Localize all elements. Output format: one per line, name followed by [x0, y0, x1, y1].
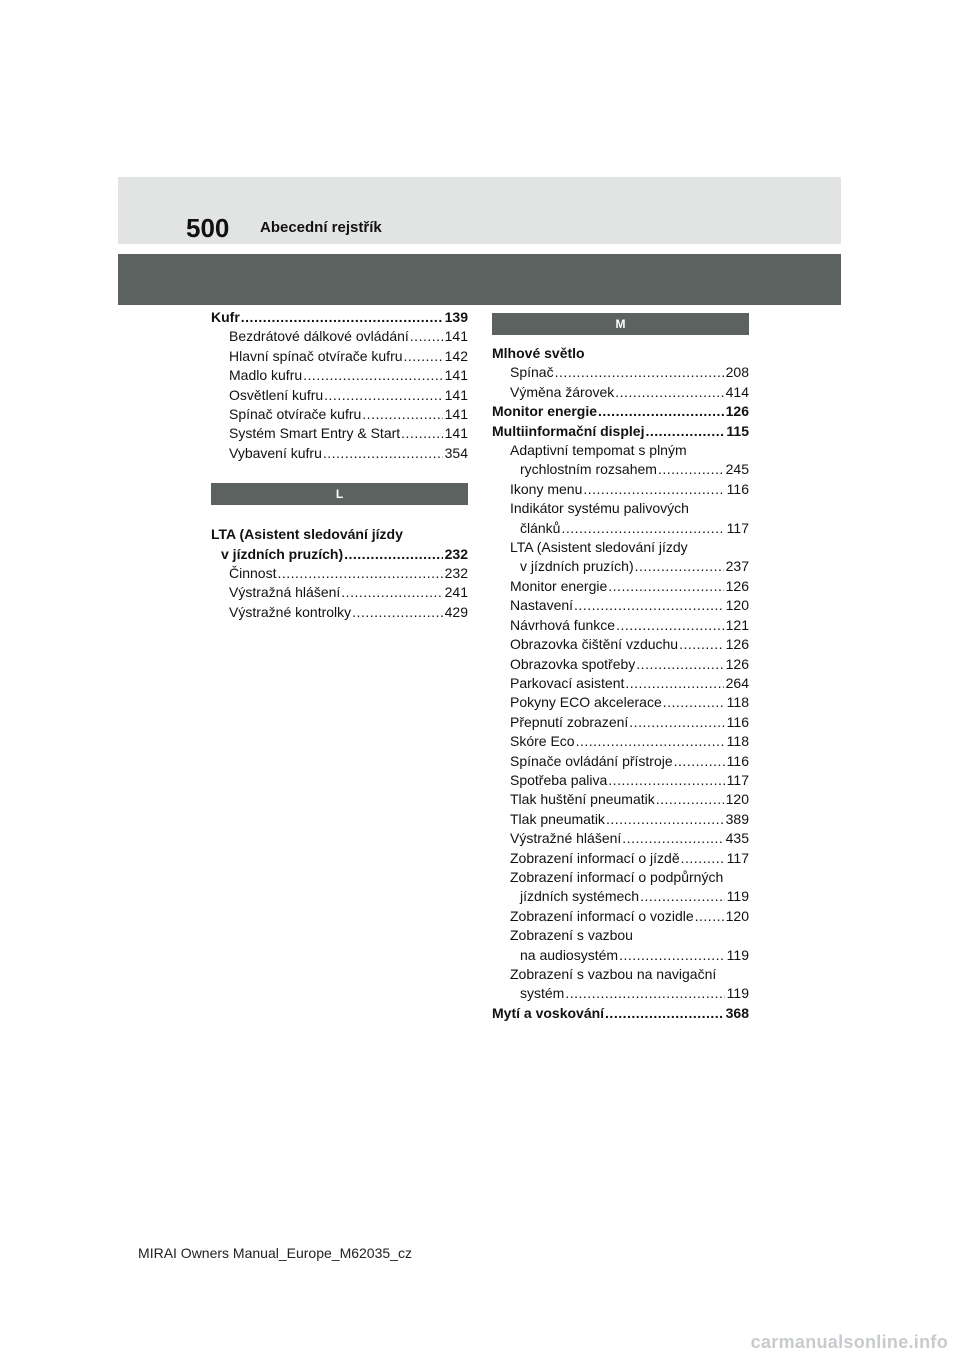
index-subentry[interactable]: Systém Smart Entry & Start ..... 141	[211, 424, 468, 443]
index-subentry[interactable]: rychlostním rozsahem ..... 245	[492, 460, 749, 479]
index-subentry[interactable]: Přepnutí zobrazení ..... 116	[492, 713, 749, 732]
index-subentry[interactable]: Činnost ..... 232	[211, 564, 468, 583]
index-subentry[interactable]: Nastavení ..... 120	[492, 596, 749, 615]
index-subentry[interactable]: Osvětlení kufru ..... 141	[211, 386, 468, 405]
index-subentry-line[interactable]: Adaptivní tempomat s plným	[510, 442, 687, 459]
index-entry[interactable]: Mytí a voskování ..... 368	[492, 1004, 749, 1023]
index-subentry[interactable]: v jízdních pruzích) ..... 237	[492, 557, 749, 576]
footer	[0, 1245, 960, 1261]
index-subentry[interactable]: Spínač otvírače kufru ..... 141	[211, 405, 468, 424]
index-entry[interactable]: v jízdních pruzích) ..... 232	[211, 545, 468, 564]
header-band	[118, 254, 841, 305]
index-entry[interactable]: Monitor energie ..... 126	[492, 402, 749, 421]
index-subentry[interactable]: systém ..... 119	[492, 984, 749, 1003]
index-column-right	[492, 313, 749, 1023]
index-subentry[interactable]: Monitor energie ..... 126	[492, 577, 749, 596]
letter-heading-l: L	[211, 483, 468, 505]
page-number: 500	[186, 213, 230, 243]
index-subentry[interactable]: Výstražné kontrolky ..... 429	[211, 603, 468, 622]
index-subentry-line[interactable]: LTA (Asistent sledování jízdy	[510, 539, 688, 556]
index-entry-line[interactable]: Mlhové světlo	[492, 345, 585, 361]
index-subentry-line[interactable]: Zobrazení s vazbou	[510, 927, 633, 944]
section-title: Abecední rejstřík	[260, 219, 382, 236]
index-subentry[interactable]: Návrhová funkce ..... 121	[492, 616, 749, 635]
index-subentry[interactable]: Spínač ..... 208	[492, 363, 749, 382]
index-entry-line[interactable]: LTA (Asistent sledování jízdy	[211, 526, 403, 543]
index-subentry-line[interactable]: Zobrazení s vazbou na navigační	[510, 966, 717, 982]
index-subentry[interactable]: Hlavní spínač otvírače kufru ..... 142	[211, 347, 468, 366]
index-column-left	[211, 308, 468, 622]
index-subentry[interactable]: Spínače ovládání přístroje ..... 116	[492, 752, 749, 771]
index-subentry[interactable]: Zobrazení informací o vozidle ..... 120	[492, 907, 749, 926]
index-subentry[interactable]: článků ..... 117	[492, 519, 749, 538]
footer-text: MIRAI Owners Manual_Europe_M62035_cz	[138, 1245, 412, 1261]
index-subentry[interactable]: Výměna žárovek ..... 414	[492, 383, 749, 402]
index-subentry-line[interactable]: Zobrazení informací o podpůrných	[510, 868, 724, 885]
index-subentry[interactable]: Madlo kufru ..... 141	[211, 366, 468, 385]
letter-heading-m: M	[492, 313, 749, 335]
index-subentry[interactable]: Obrazovka čištění vzduchu ..... 126	[492, 635, 749, 654]
index-subentry[interactable]: Skóre Eco ..... 118	[492, 732, 749, 751]
index-subentry[interactable]: Zobrazení informací o jízdě ..... 117	[492, 849, 749, 868]
index-subentry[interactable]: Výstražné hlášení ..... 435	[492, 829, 749, 848]
index-entry[interactable]: Kufr ..... 139	[211, 308, 468, 327]
index-subentry[interactable]: Tlak huštění pneumatik ..... 120	[492, 790, 749, 809]
index-subentry[interactable]: jízdních systémech ..... 119	[492, 887, 749, 906]
index-subentry[interactable]: Ikony menu ..... 116	[492, 480, 749, 499]
index-subentry[interactable]: Vybavení kufru ..... 354	[211, 444, 468, 463]
index-subentry[interactable]: Obrazovka spotřeby ..... 126	[492, 655, 749, 674]
watermark: carmanualsonline.info	[750, 1332, 948, 1352]
index-subentry[interactable]: Pokyny ECO akcelerace ..... 118	[492, 693, 749, 712]
index-subentry-line[interactable]: Indikátor systému palivových	[510, 500, 689, 517]
index-subentry[interactable]: Spotřeba paliva ..... 117	[492, 771, 749, 790]
index-subentry[interactable]: Výstražná hlášení ..... 241	[211, 583, 468, 602]
index-entry[interactable]: Multiinformační displej ..... 115	[492, 422, 749, 441]
index-subentry[interactable]: Bezdrátové dálkové ovládání ..... 141	[211, 327, 468, 346]
index-subentry[interactable]: Parkovací asistent ..... 264	[492, 674, 749, 693]
index-subentry[interactable]: na audiosystém ..... 119	[492, 946, 749, 965]
index-subentry[interactable]: Tlak pneumatik ..... 389	[492, 810, 749, 829]
